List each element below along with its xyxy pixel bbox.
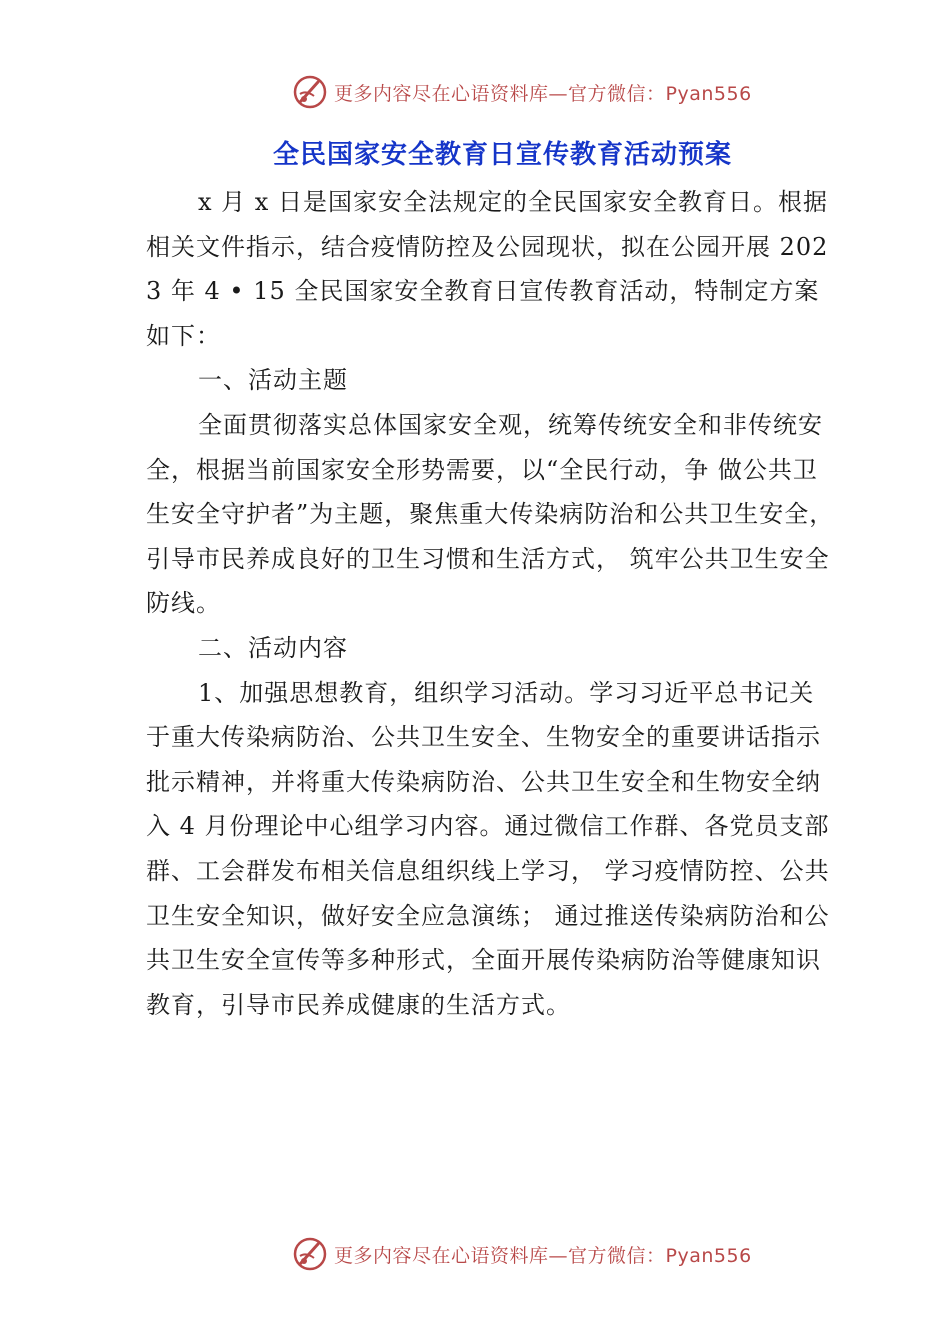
intro-paragraph: x 月 x 日是国家安全法规定的全民国家安全教育日。根据相关文件指示，结合疫情防控及公园现状，拟在公园开展 2023 年 4 • 15 全民国家安全教育日宣传教育活动，特制定方案如下： (146, 188, 829, 350)
header-watermark (0, 70, 950, 114)
watermark-wechat-id: Pyan556 (665, 82, 752, 105)
section-heading-theme: 一、活动主题 (198, 366, 348, 395)
watermark-text: 更多内容尽在心语资料库—官方微信： (334, 82, 666, 105)
content-item-1-paragraph: 1、加强思想教育，组织学习活动。学习习近平总书记关于重大传染病防治、公共卫生安全、生物安全的重要讲话指示批示精神，并将重大传染病防治、公共卫生安全和生物安全纳入 4 月份理论中心组学习内容。通过微信工作群、各党员支部群、工会群发布相关信息组织线上学习， 学习疫情防控、公共卫生安全知识，做好安全应急演练； 通过推送传染病防治和公共卫生安全宣传等多种形式，全面开展传染病防治等健康知识教育，引导市民养成健康的生活方式。 (146, 678, 830, 1019)
ink-brush-logo-icon (292, 74, 328, 110)
document-title: 全民国家安全教育日宣传教育活动预案 (272, 140, 732, 170)
section-heading-content: 二、活动内容 (198, 633, 348, 662)
watermark-text: 更多内容尽在心语资料库—官方微信： (334, 1244, 666, 1267)
theme-paragraph: 全面贯彻落实总体国家安全观，统筹传统安全和非传统安全，根据当前国家安全形势需要，以“全民行动，争 做公共卫生安全守护者”为主题，聚焦重大传染病防治和公共卫生安全，引导市民养成良好的卫生习惯和生活方式， 筑牢公共卫生安全防线。 (146, 410, 835, 618)
footer-watermark (0, 1232, 950, 1276)
ink-brush-logo-icon (292, 1236, 328, 1272)
watermark-wechat-id: Pyan556 (665, 1244, 752, 1267)
document-body (146, 180, 836, 1027)
